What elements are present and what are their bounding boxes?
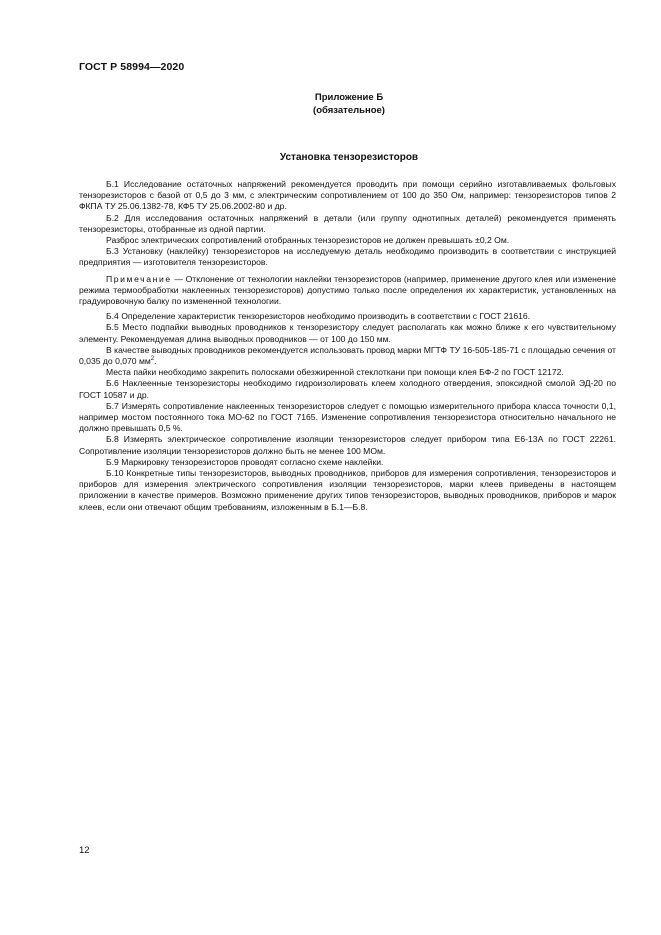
paragraph-b3: Б.3 Установку (наклейку) тензорезисторов на исследуемую деталь необходимо производить в соответствии с инструкцией предприятия — изготовителя тензорезисторов. bbox=[79, 246, 616, 268]
paragraph-b2: Б.2 Для исследования остаточных напряжений в детали (или группу однотипных деталей) рекомендуется применять тензорезисторы, отобранные из одной партии. bbox=[79, 212, 616, 234]
page-number: 12 bbox=[79, 845, 90, 856]
wire-text: В качестве выводных проводников рекомендуется использовать провод марки МГТФ ТУ 16-505-185-71 с площадью сечения от 0,035 до 0,070 мм bbox=[79, 344, 616, 367]
annex-heading bbox=[79, 91, 619, 117]
paragraph-b10: Б.10 Конкретные типы тензорезисторов, выводных проводников, приборов для измерения сопротивления, тензорезисторов и приборов для измерения электрического сопротивления изоляции тензорезисторов, марки клеев приведены в настоящем приложении в качестве примеров. Возможно применение других типов тензорезисторов, выводных проводников, приборов и марок клеев, если они отвечают общим требованиям, изложенным в Б.1—Б.8. bbox=[79, 468, 616, 512]
annex-title: Приложение Б bbox=[314, 92, 384, 103]
paragraph-b5: Б.5 Место подпайки выводных проводников к тензорезистору следует располагать как можно ближе к его чувствительному элементу. Рекомендуемая длина выводных проводников — от 100 до 150 мм. bbox=[79, 322, 616, 344]
wire-end: . bbox=[154, 356, 157, 367]
section-title: Установка тензорезисторов bbox=[279, 152, 419, 163]
standard-header: ГОСТ Р 58994—2020 bbox=[79, 61, 185, 73]
note-text: — Отклонение от технологии наклейки тензорезисторов (например, применение другого клея или изменение режима термообработки наклеенных тензорезисторов) допустимо только после определения их характеристик, установленных на градуировочную балку по измененной технологии. bbox=[79, 273, 616, 307]
wire-superscript: 2 bbox=[150, 356, 155, 363]
note-paragraph bbox=[79, 274, 616, 308]
note-label: Примечание bbox=[106, 273, 172, 284]
paragraph-b5-wire bbox=[79, 345, 616, 367]
paragraph-b7: Б.7 Измерять сопротивление наклеенных тензорезисторов следует с помощью измерительного прибора класса точности 0,1, например мостом постоянного тока МО-62 по ГОСТ 7165. Изменение сопротивления тензорезистора относительно начального не должно превышать 0,5 %. bbox=[79, 400, 616, 434]
paragraph-b1: Б.1 Исследование остаточных напряжений рекомендуется проводить при помощи серийно изготавливаемых фольговых тензорезисторов с базой от 0,5 до 3 мм, с электрическим сопротивлением от 100 до 350 Ом, например: тензорезисторов типов 2 ФКПА ТУ 25.06.1382-78, КФ5 ТУ 25.06.2002-80 и др. bbox=[79, 179, 616, 212]
paragraph-b5-solder: Места пайки необходимо закрепить полосками обезжиренной стеклоткани при помощи клея БФ-2 по ГОСТ 12172. bbox=[106, 367, 564, 378]
paragraph-b6: Б.6 Наклеенные тензорезисторы необходимо гидроизолировать клеем холодного отвердения, эпоксидной смолой ЭД-20 по ГОСТ 10587 и др. bbox=[79, 378, 616, 400]
paragraph-b8: Б.8 Измерять электрическое сопротивление изоляции тензорезисторов следует прибором типа Е6-13А по ГОСТ 22261. Сопротивление изоляции тензорезисторов должно быть не менее 100 МОм. bbox=[79, 434, 616, 456]
paragraph-b4: Б.4 Определение характеристик тензорезисторов необходимо производить в соответствии с ГОСТ 21616. bbox=[106, 311, 531, 322]
paragraph-b2-spread: Разброс электрических сопротивлений отобранных тензорезисторов не должен превышать ±0,2 Ом. bbox=[106, 235, 510, 246]
paragraph-b9: Б.9 Маркировку тензорезисторов проводят согласно схеме наклейки. bbox=[106, 456, 384, 467]
document-body bbox=[79, 179, 616, 513]
annex-status: (обязательное) bbox=[313, 105, 385, 116]
